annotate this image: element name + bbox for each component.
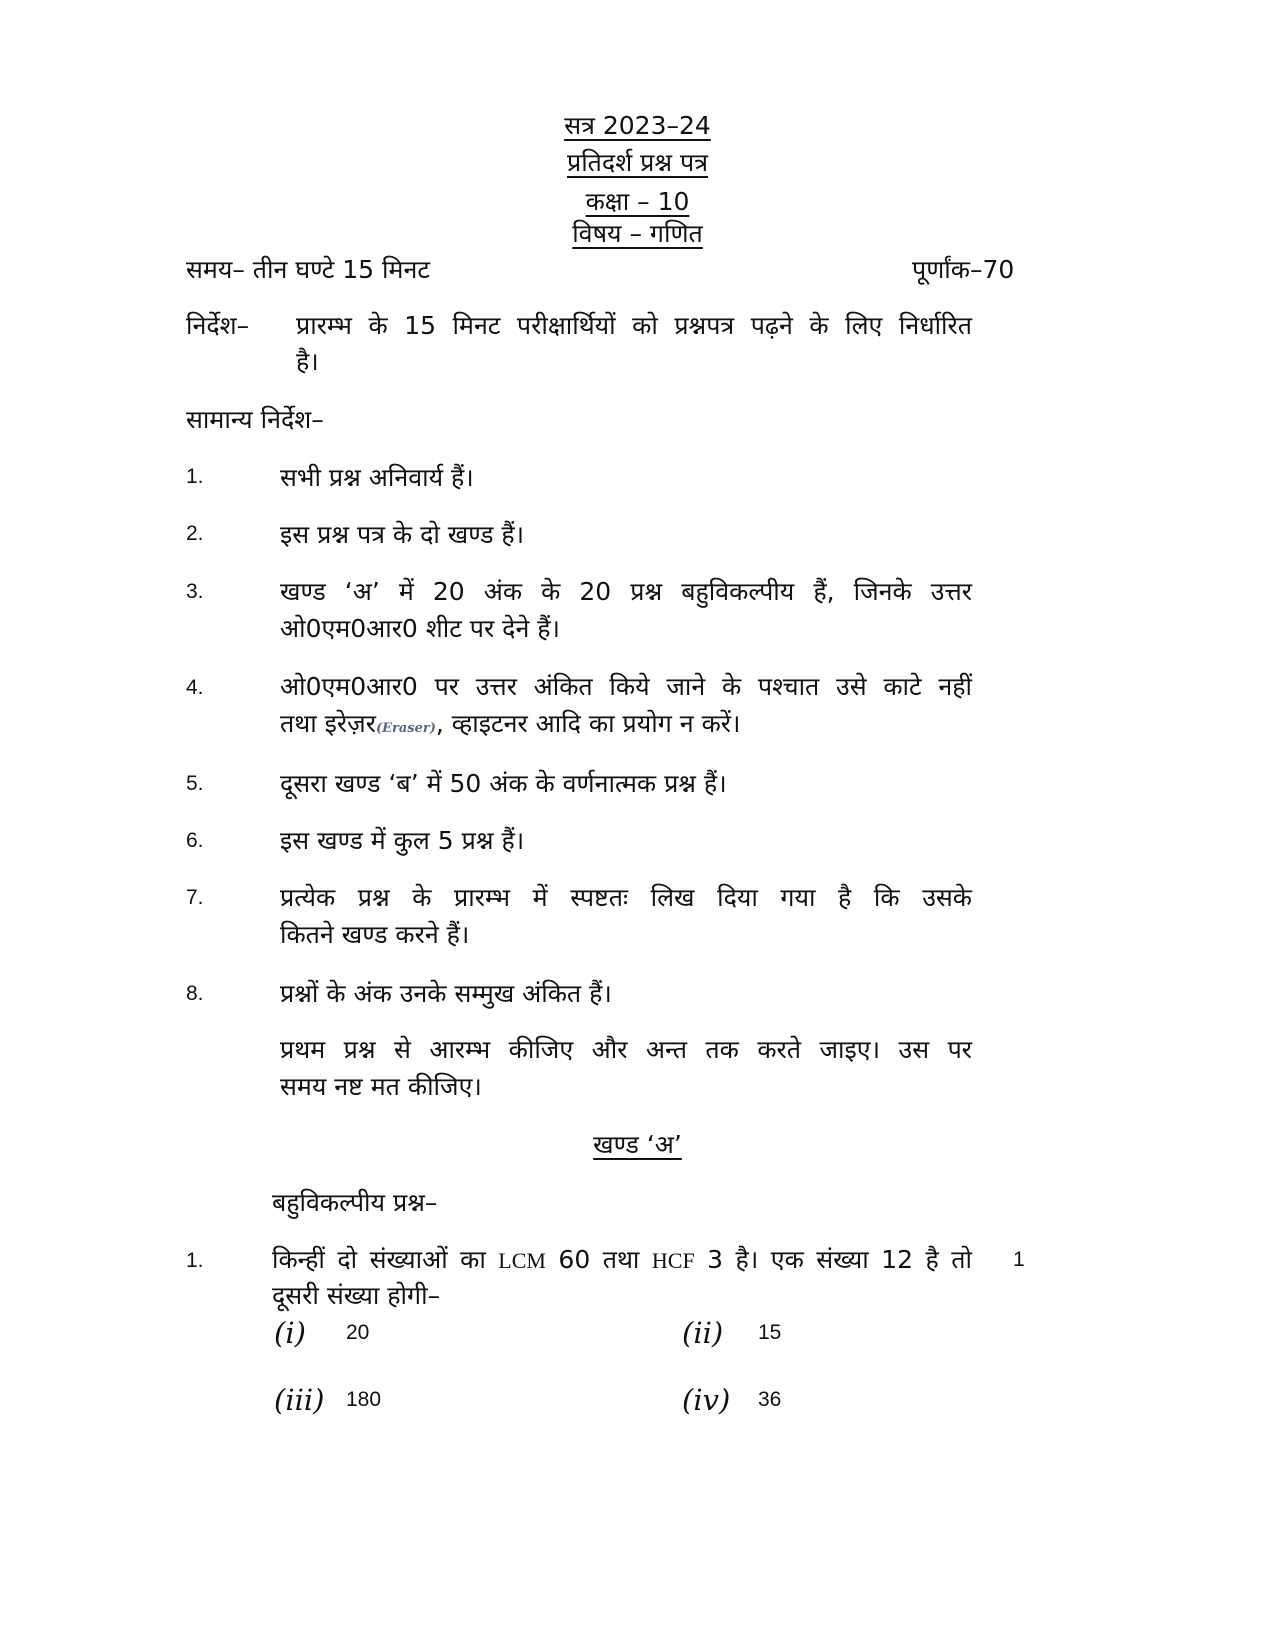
instruction-number: 6.: [186, 829, 204, 852]
closing-instruction: समय नष्ट मत कीजिए।: [280, 1072, 482, 1101]
option-label: (iii): [274, 1383, 325, 1417]
instruction-number: 3.: [186, 580, 204, 603]
instruction-text: कितने खण्ड करने हैं।: [280, 920, 470, 949]
section-a-subtitle: बहुविकल्पीय प्रश्न–: [272, 1188, 438, 1217]
total-marks: पूर्णांक–70: [912, 255, 1015, 284]
direction-text-line-2: है।: [296, 347, 319, 376]
subject-heading: विषय – गणित: [572, 219, 703, 248]
closing-instruction: प्रथम प्रश्न से आरम्भ कीजिए और अन्त तक करते जाइए। उस पर: [280, 1035, 972, 1064]
instruction-text: दूसरा खण्ड ‘ब’ में 50 अंक के वर्णनात्मक प्रश्न हैं।: [280, 769, 727, 798]
option-label: (iv): [682, 1383, 731, 1417]
instruction-number: 8.: [186, 982, 204, 1005]
instruction-text: ओ0एम0आर0 पर उत्तर अंकित किये जाने के पश्चात उसे काटे नहीं: [280, 672, 972, 701]
section-a-title: खण्ड ‘अ’: [593, 1130, 682, 1159]
instruction-number: 1.: [186, 465, 204, 488]
general-instructions-title: सामान्य निर्देश–: [186, 405, 324, 434]
option-value: 180: [346, 1388, 382, 1411]
question-text-line-1: किन्हीं दो संख्याओं का LCM 60 तथा HCF 3 है। एक संख्या 12 है तो: [272, 1245, 972, 1274]
direction-text-line-1: प्रारम्भ के 15 मिनट परीक्षार्थियों को प्रश्नपत्र पढ़ने के लिए निर्धारित: [296, 311, 972, 340]
option-value: 20: [346, 1321, 370, 1344]
instruction-text: प्रश्नों के अंक उनके सम्मुख अंकित हैं।: [280, 979, 612, 1008]
instruction-text: खण्ड ‘अ’ में 20 अंक के 20 प्रश्न बहुविकल्पीय हैं, जिनके उत्तर: [280, 577, 972, 606]
question-text-line-2: दूसरी संख्या होगी–: [272, 1281, 441, 1310]
instruction-number: 7.: [186, 886, 204, 909]
class-heading: कक्षा – 10: [585, 187, 690, 216]
instruction-text: प्रत्येक प्रश्न के प्रारम्भ में स्पष्टतः लिख दिया गया है कि उसके: [280, 883, 972, 912]
option-label: (ii): [682, 1316, 724, 1350]
time-allowed: समय– तीन घण्टे 15 मिनट: [186, 255, 430, 284]
instruction-text: ओ0एम0आर0 शीट पर देने हैं।: [280, 614, 561, 643]
instruction-text: इस खण्ड में कुल 5 प्रश्न हैं।: [280, 826, 525, 855]
instruction-text: तथा इरेज़र(Eraser), व्हाइटनर आदि का प्रयोग न करें।: [280, 709, 741, 738]
session-heading: सत्र 2023–24: [564, 111, 711, 140]
instruction-text: सभी प्रश्न अनिवार्य हैं।: [280, 463, 474, 492]
paper-heading: प्रतिदर्श प्रश्न पत्र: [566, 148, 709, 177]
question-number: 1.: [186, 1249, 204, 1272]
eraser-word: (Eraser): [375, 721, 436, 736]
instruction-number: 5.: [186, 772, 204, 795]
instruction-text: इस प्रश्न पत्र के दो खण्ड हैं।: [280, 520, 525, 549]
instruction-number: 4.: [186, 676, 204, 699]
option-value: 36: [758, 1388, 782, 1411]
option-label: (i): [274, 1316, 306, 1350]
direction-label: निर्देश–: [186, 311, 250, 340]
question-marks: 1: [1013, 1248, 1025, 1271]
option-value: 15: [758, 1321, 782, 1344]
instruction-number: 2.: [186, 522, 204, 545]
